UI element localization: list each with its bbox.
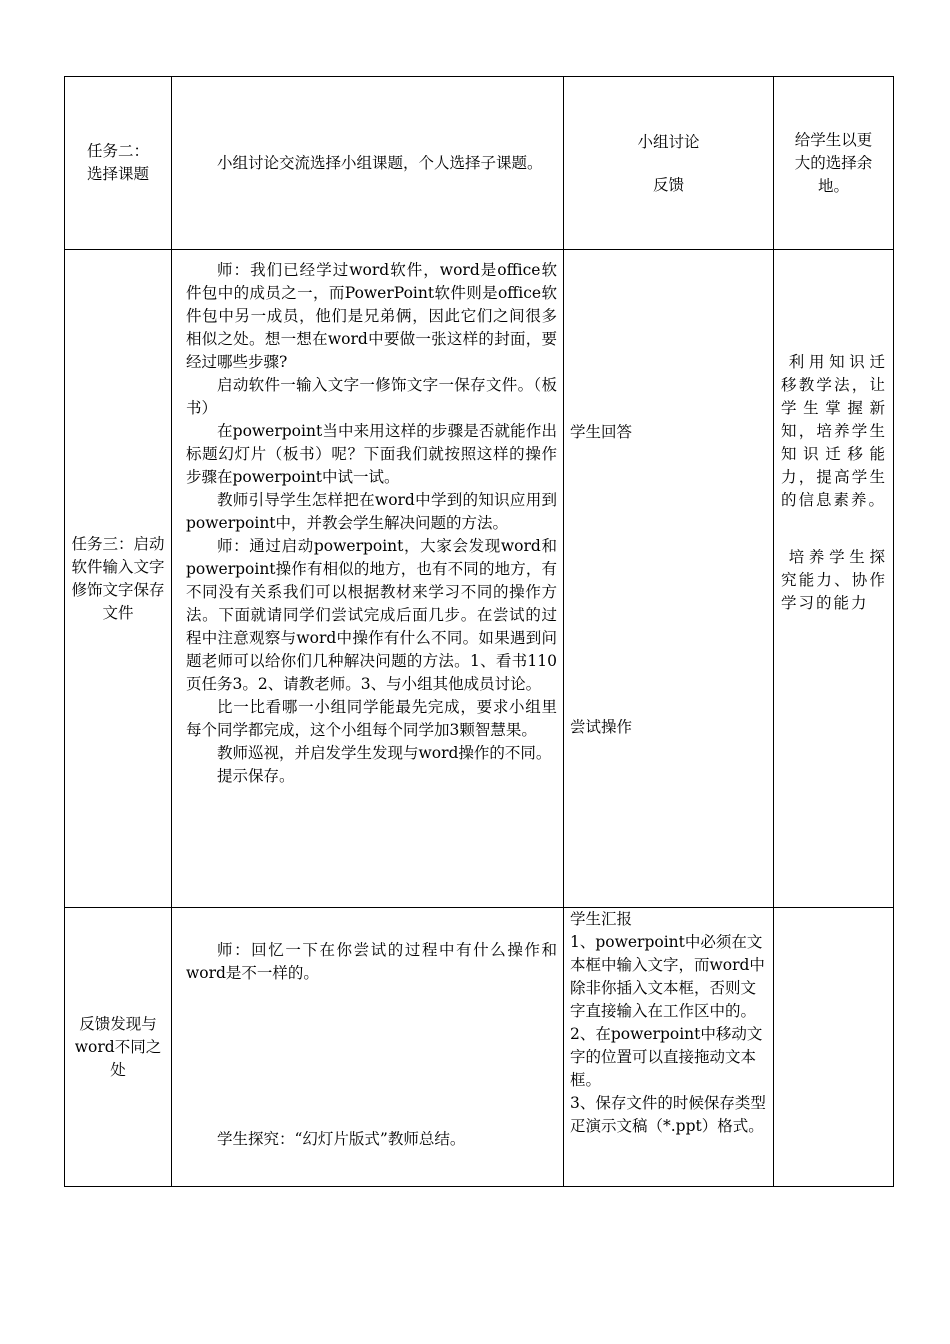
teacher-paragraph: 师：通过启动powerpoint，大家会发现word和powerpoint操作有相似的地方，也有不同的地方，有不同没有关系我们可以根据教材来学习不同的操作方法。下面就请同学们尝试完成后面几步。在尝试的过程中注意观察与word中操作有什么不同。如果遇到问题老师可以给你们几种解决问题的方法。1、看书110页任务3。2、请教老师。3、与小组其他成员讨论。 — [186, 537, 557, 693]
design-intent-text: 培养学生探究能力、协作学习的能力 — [781, 548, 887, 612]
student-activity-cell — [564, 250, 774, 908]
task-label: 任务三：启动软件输入文字修饰文字保存文件 — [71, 534, 165, 622]
table-row — [65, 250, 894, 908]
student-activity-cell — [564, 908, 774, 1187]
teacher-paragraph: 小组讨论交流选择小组课题，个人选择子课题。 — [217, 153, 543, 172]
teacher-paragraph: 师：回忆一下在你尝试的过程中有什么操作和word是不一样的。 — [186, 941, 557, 982]
task-cell — [65, 77, 172, 250]
teacher-paragraph: 学生探究：“幻灯片版式”教师总结。 — [217, 1130, 466, 1148]
task-cell — [65, 908, 172, 1187]
design-intent-cell — [774, 250, 894, 908]
student-activity-line: 尝试操作 — [570, 718, 633, 736]
design-intent-text: 给学生以更大的选择余地。 — [794, 131, 873, 195]
lesson-plan-table — [64, 76, 894, 1187]
student-activity-line: 反馈 — [652, 176, 684, 194]
design-intent-cell — [774, 77, 894, 250]
student-activity-cell — [564, 77, 774, 250]
student-activity-line: 小组讨论 — [637, 133, 700, 151]
teacher-paragraph: 提示保存。 — [217, 767, 295, 785]
table-row — [65, 908, 894, 1187]
teacher-paragraph: 师：我们已经学过word软件，word是office软件包中的成员之一，而PowerPoint软件则是office软件包中另一成员，他们是兄弟俩，因此它们之间很多相似之处。想一想在word中要做一张这样的封面，要经过哪些步骤? — [186, 261, 557, 371]
student-activity-line: 1、powerpoint中必须在文本框中输入文字，而word中除非你插入文本框，否则文字直接输入在工作区中的。 — [570, 933, 765, 1020]
student-activity-line: 学生回答 — [570, 423, 633, 441]
task-label: 反馈发现与word不同之处 — [74, 1014, 162, 1079]
design-intent-text: 利用知识迁移教学法，让学生掌握新知，培养学生知识迁移能力，提高学生的信息素养。 — [781, 353, 887, 509]
teacher-activity-cell — [172, 77, 564, 250]
student-activity-line: 学生汇报 — [570, 910, 633, 928]
table-row — [65, 77, 894, 250]
student-activity-line: 3、保存文件的时候保存类型疋演示文稿（*.ppt）格式。 — [570, 1094, 766, 1135]
student-activity-line: 2、在powerpoint中移动文字的位置可以直接拖动文本框。 — [570, 1025, 763, 1089]
teacher-paragraph: 启动软件一输入文字一修饰文字一保存文件。（板书） — [186, 376, 557, 417]
teacher-paragraph: 比一比看哪一小组同学能最先完成，要求小组里每个同学都完成，这个小组每个同学加3颗智慧果。 — [186, 698, 557, 739]
design-intent-cell — [774, 908, 894, 1187]
teacher-paragraph: 在powerpoint当中来用这样的步骤是否就能作出标题幻灯片（板书）呢？下面我们就按照这样的操作步骤在powerpoint中试一试。 — [186, 422, 557, 486]
teacher-paragraph: 教师引导学生怎样把在word中学到的知识应用到powerpoint中，并教会学生解决问题的方法。 — [186, 491, 557, 532]
task-label: 任务二：选择课题 — [86, 142, 149, 183]
teacher-activity-cell — [172, 908, 564, 1187]
teacher-paragraph: 教师巡视，并启发学生发现与word操作的不同。 — [217, 744, 552, 762]
task-cell — [65, 250, 172, 908]
teacher-activity-cell — [172, 250, 564, 908]
